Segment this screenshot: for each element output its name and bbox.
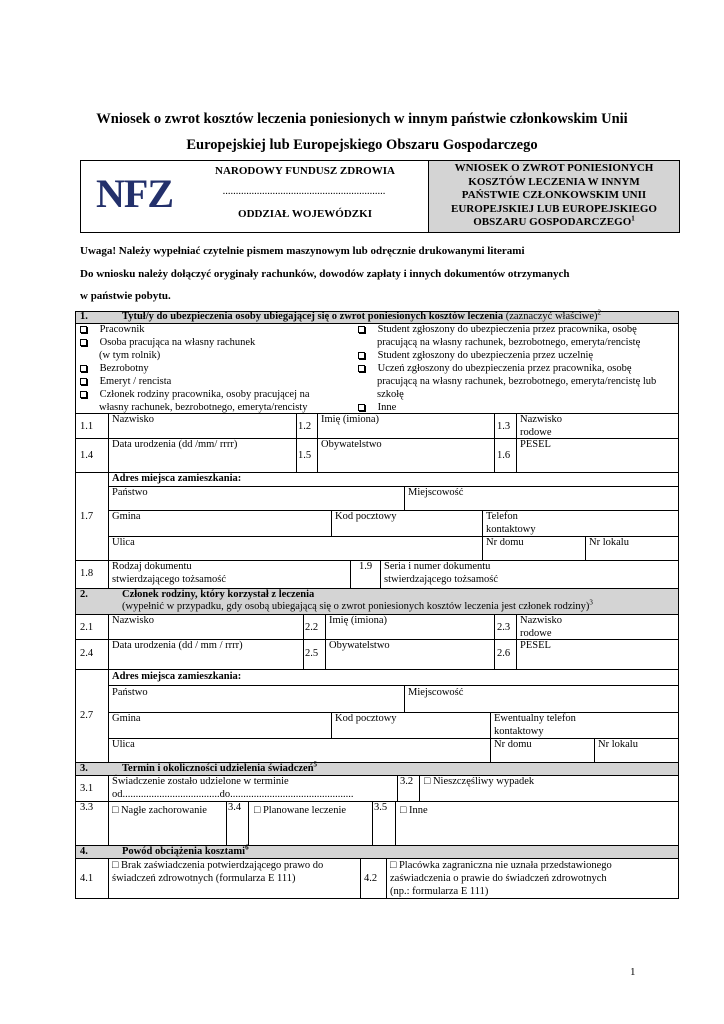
checkbox-icon[interactable]: [358, 365, 365, 372]
field-number: 2.2: [305, 622, 319, 633]
certificate-rejected-checkbox[interactable]: □ Placówka zagraniczna nie uznała przedstawionego: [390, 860, 612, 871]
other-checkbox[interactable]: □ Inne: [400, 805, 428, 816]
street-field[interactable]: Ulica: [112, 537, 135, 548]
no-certificate-checkbox[interactable]: □ Brak zaświadczenia potwierdzającego prawo do: [112, 860, 324, 871]
document-title-line2: Europejskiej lub Europejskiego Obszaru Gospodarczego: [186, 137, 538, 153]
branch-label: ODDZIAŁ WOJEWÓDZKI: [238, 208, 372, 220]
citizenship-field[interactable]: Obywatelstwo: [321, 439, 382, 450]
section4-number: 4.: [80, 846, 88, 857]
checkbox-icon[interactable]: [80, 339, 87, 346]
family-city-field[interactable]: Miejscowość: [408, 687, 464, 698]
house-number-field[interactable]: Nr domu: [486, 537, 524, 548]
birth-date-field[interactable]: Data urodzenia (dd /mm/ rrrr): [112, 439, 238, 450]
family-member-citizenship-field[interactable]: Obywatelstwo: [329, 640, 390, 651]
treatment-period-label: Świadczenie zostało udzielone w terminie: [112, 776, 289, 787]
field-number: 2.3: [497, 622, 511, 633]
checkbox-icon[interactable]: [358, 352, 365, 359]
notice-attachments: Do wniosku należy dołączyć oryginały rachunków, dowodów zapłaty i innych dokumentów otrzymanych: [80, 268, 570, 280]
branch-dots: ..............................................................: [222, 186, 386, 197]
option-pracownik[interactable]: Pracownik: [80, 324, 145, 337]
request-title: WNIOSEK O ZWROT PONIESIONYCH KOSZTÓW LECZENIA W INNYM PAŃSTWIE CZŁONKOWSKIM UNII EUROPEJSKIEJ LUB EUROPEJSKIEGO OBSZARU GOSPODARCZEGO$^1$: [451, 162, 657, 228]
option-osoba-pracujaca[interactable]: Osoba pracująca na własny rachunek: [80, 337, 255, 350]
option-uczen-cont2: szkołę: [377, 389, 404, 400]
family-address-heading: Adres miejsca zamieszkania:: [112, 671, 242, 682]
field-number: 2.1: [80, 622, 94, 633]
family-member-birth-date-field[interactable]: Data urodzenia (dd / mm / rrrr): [112, 640, 243, 651]
family-postal-code-field[interactable]: Kod pocztowy: [335, 713, 397, 724]
section2-title: Członek rodziny, który korzystał z leczenia: [122, 589, 315, 600]
checkbox-icon[interactable]: [80, 378, 87, 385]
field-number: 2.4: [80, 648, 94, 659]
field-number: 1.9: [359, 561, 373, 572]
family-member-family-name-field[interactable]: Nazwisko: [520, 615, 562, 626]
option-osoba-pracujaca-cont: (w tym rolnik): [99, 350, 161, 361]
address-heading: Adres miejsca zamieszkania:: [112, 473, 242, 484]
section3-title: Termin i okoliczności udzielenia świadczeń$^5$: [122, 760, 318, 774]
checkbox-icon[interactable]: [358, 404, 365, 411]
checkbox-icon[interactable]: [80, 326, 87, 333]
family-member-pesel-field[interactable]: PESEL: [520, 640, 551, 651]
certificate-rejected-cont: zaświadczenia o prawie do świadczeń zdrowotnych: [390, 873, 607, 884]
city-field[interactable]: Miejscowość: [408, 487, 464, 498]
field-number: 4.2: [364, 873, 378, 884]
checkbox-icon[interactable]: [80, 391, 87, 398]
option-inne[interactable]: Inne: [358, 402, 396, 415]
checkbox-icon[interactable]: [358, 326, 365, 333]
option-student-pracownik-cont: pracującą na własny rachunek, bezrobotnego, emeryta/rencistę: [377, 337, 641, 348]
family-phone-label-cont: kontaktowy: [494, 726, 544, 737]
field-number: 3.4: [228, 802, 242, 813]
sudden-illness-checkbox[interactable]: □ Nagłe zachorowanie: [112, 805, 207, 816]
option-student-uczelnia[interactable]: Student zgłoszony do ubezpieczenia przez uczelnię: [358, 350, 593, 363]
phone-field[interactable]: Telefon: [486, 511, 518, 522]
field-number: 1.6: [497, 450, 511, 461]
family-house-number-field[interactable]: Nr domu: [494, 739, 532, 750]
option-czlonek-rodziny[interactable]: Członek rodziny pracownika, osoby pracującej na: [80, 389, 310, 402]
family-country-field[interactable]: Państwo: [112, 687, 148, 698]
fund-name: NARODOWY FUNDUSZ ZDROWIA: [215, 165, 395, 177]
section3-number: 3.: [80, 763, 88, 774]
commune-field[interactable]: Gmina: [112, 511, 141, 522]
postal-code-field[interactable]: Kod pocztowy: [335, 511, 397, 522]
field-number: 1.2: [298, 421, 312, 432]
field-number: 3.1: [80, 783, 94, 794]
section4-title: Powód obciążenia kosztami$^6$: [122, 843, 249, 857]
page-number: 1: [630, 966, 636, 978]
field-number: 1.1: [80, 421, 94, 432]
field-number: 1.5: [298, 450, 312, 461]
family-apartment-number-field[interactable]: Nr lokalu: [598, 739, 638, 750]
field-number: 3.2: [400, 776, 414, 787]
first-name-field[interactable]: Imię (imiona): [321, 414, 380, 425]
field-number: 1.8: [80, 568, 94, 579]
family-member-first-name-field[interactable]: Imię (imiona): [329, 615, 388, 626]
field-number: 2.6: [497, 648, 511, 659]
id-document-number-cont: stwierdzającego tożsamość: [384, 574, 498, 585]
no-certificate-cont: świadczeń zdrowotnych (formularza E 111): [112, 873, 296, 884]
family-name-label-cont: rodowe: [520, 427, 552, 438]
country-field[interactable]: Państwo: [112, 487, 148, 498]
section1-title: Tytuł/y do ubezpieczenia osoby ubiegającej się o zwrot poniesionych kosztów leczenia (zaznaczyć właściwe)$^2$: [122, 308, 602, 322]
notice-legibility: Uwaga! Należy wypełniać czytelnie pismem maszynowym lub odręcznie drukowanymi literami: [80, 245, 525, 257]
field-number: 2.5: [305, 648, 319, 659]
family-member-family-name-cont: rodowe: [520, 628, 552, 639]
accident-checkbox[interactable]: □ Nieszczęśliwy wypadek: [424, 776, 535, 787]
field-number: 1.4: [80, 450, 94, 461]
family-commune-field[interactable]: Gmina: [112, 713, 141, 724]
option-czlonek-rodziny-cont: własny rachunek, bezrobotnego, emeryta/rencisty: [99, 402, 308, 413]
id-document-number-field[interactable]: Seria i numer dokumentu: [384, 561, 491, 572]
family-name-field[interactable]: Nazwisko: [520, 414, 562, 425]
certificate-rejected-cont2: (np.: formularza E 111): [390, 886, 489, 897]
apartment-number-field[interactable]: Nr lokalu: [589, 537, 629, 548]
option-uczen-cont: pracującą na własny rachunek, bezrobotnego, emeryta/rencistę lub: [377, 376, 657, 387]
field-number: 2.7: [80, 710, 94, 721]
id-document-type-field[interactable]: Rodzaj dokumentu: [112, 561, 192, 572]
phone-label-cont: kontaktowy: [486, 524, 536, 535]
option-uczen[interactable]: Uczeń zgłoszony do ubezpieczenia przez pracownika, osobę: [358, 363, 632, 376]
notice-attachments-cont: w państwie pobytu.: [80, 290, 171, 302]
pesel-field[interactable]: PESEL: [520, 439, 551, 450]
treatment-period-field[interactable]: od.....................................do...............................................: [112, 789, 354, 800]
option-emeryt[interactable]: Emeryt / rencista: [80, 376, 171, 389]
planned-treatment-checkbox[interactable]: □ Planowane leczenie: [254, 805, 347, 816]
section2-number: 2.: [80, 589, 88, 600]
option-student-pracownik[interactable]: Student zgłoszony do ubezpieczenia przez pracownika, osobę: [358, 324, 637, 337]
field-number: 1.7: [80, 511, 94, 522]
field-number: 1.3: [497, 421, 511, 432]
id-document-type-cont: stwierdzającego tożsamość: [112, 574, 226, 585]
section1-number: 1.: [80, 311, 88, 322]
option-bezrobotny[interactable]: Bezrobotny: [80, 363, 149, 376]
surname-field[interactable]: Nazwisko: [112, 414, 154, 425]
field-number: 3.3: [80, 802, 94, 813]
family-member-surname-field[interactable]: Nazwisko: [112, 615, 154, 626]
checkbox-icon[interactable]: [80, 365, 87, 372]
nfz-logo: NFZ: [96, 171, 173, 216]
field-number: 4.1: [80, 873, 94, 884]
field-number: 3.5: [374, 802, 388, 813]
family-phone-field[interactable]: Ewentualny telefon: [494, 713, 576, 724]
document-title-line1: Wniosek o zwrot kosztów leczenia poniesionych w innym państwie członkowskim Unii: [96, 111, 628, 127]
section2-note: (wypełnić w przypadku, gdy osobą ubiegającą się o zwrot poniesionych kosztów leczenia jest członek rodziny)$^3$: [122, 598, 593, 612]
family-street-field[interactable]: Ulica: [112, 739, 135, 750]
